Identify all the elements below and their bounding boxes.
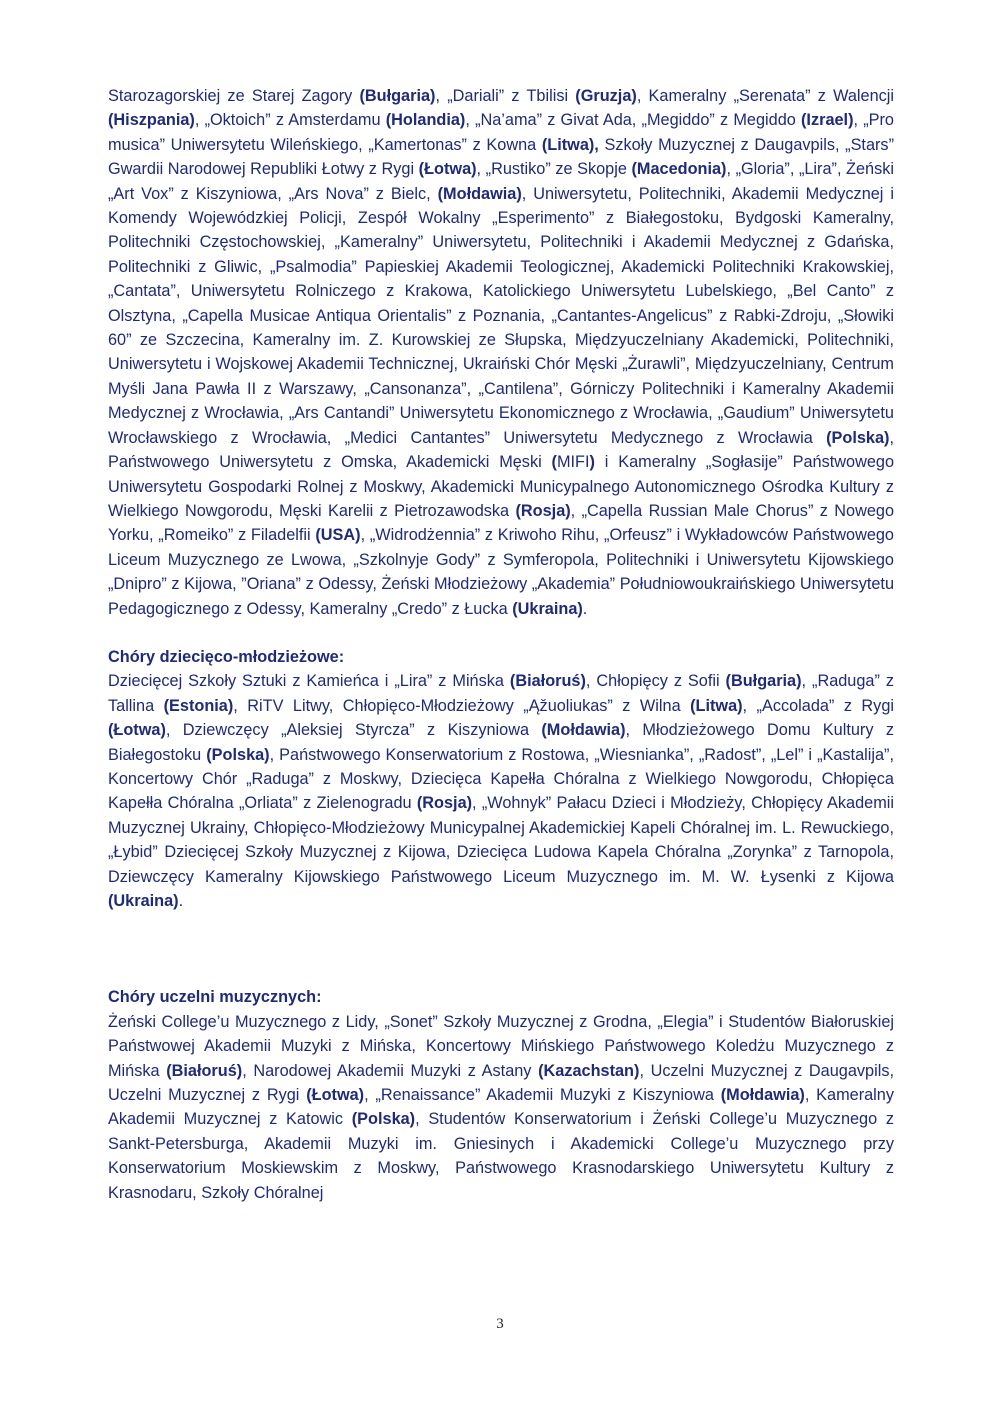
bold-country-label: (Łotwa) [418, 160, 477, 179]
bold-country-label: (Rosja) [515, 501, 571, 520]
text-run: , Uniwersytetu, Politechniki, Akademii Medycznej i Komendy Wojewódzkiej Policji, Zespół Wokalny „Esperimento” z Białegostoku, Bydgoski Kameralny, Politechniki Częstochowskiej, „Kameralny” Uniwersytetu, Politechniki i Akademii Medycznej z Gdańska, Politechniki z Gliwic, „Psalmodia” Papieskiej Akademii Teologicznej, Akademicki Politechniki Krakowskiej, „Cantata”, Uniwersytetu Rolniczego z Krakowa, Katolickiego Uniwersytetu Lubelskiego, „Bel Canto” z Olsztyna, „Capella Musicae Antiqua Orientalis” z Poznania, „Cantantes-Angelicus” z Rabki-Zdroju, „Słowiki 60” ze Szczecina, Kameralny im. Z. Kurowskiej ze Słupska, Międzyuczelniany Akademicki, Politechniki, Uniwersytetu i Wojskowej Akademii Technicznej, Ukraiński Chór Męski „Żurawli”, Międzyuczelniany, Centrum Myśli Jana Pawła II z Warszawy, „Cansonanza”, „Cantilena”, Górniczy Politechniki i Kameralny Akademii Medycznej z Wrocławia, „Ars Cantandi” Uniwersytetu Ekonomicznego z Wrocławia, „Gaudium” Uniwersytetu Wrocławskiego z Wrocławia, „Medici Cantantes” Uniwersytetu Medycznego z Wrocławia [108, 184, 894, 447]
bold-country-label: (Łotwa) [306, 1086, 365, 1105]
bold-country-label: (Estonia) [163, 696, 234, 715]
bold-country-label: (Rosja) [416, 794, 473, 813]
bold-country-label: ) [589, 453, 595, 472]
bold-country-label: (Polska) [206, 745, 270, 764]
bold-country-label: (Mołdawia) [437, 184, 522, 203]
bold-country-label: (Macedonia) [631, 160, 727, 179]
paragraph-spacer [108, 621, 894, 645]
bold-country-label: ( [551, 453, 557, 472]
page-number: 3 [496, 1316, 504, 1332]
text-run: . [582, 599, 588, 618]
text-run: , Młodzieżowego Domu Kultury z Białegostoku [108, 721, 894, 764]
bold-country-label: (Litwa) [690, 696, 743, 715]
bold-country-label: (Izrael) [801, 111, 854, 130]
children-choirs-heading: Chóry dziecięco-młodzieżowe: [108, 647, 345, 666]
text-run: Dziecięcej Szkoły Sztuki z Kamieńca i „Lira” z Mińska [108, 672, 510, 691]
bold-country-label: (Białoruś) [509, 672, 586, 691]
text-run: , Państwowego Konserwatorium z Rostowa, „Wiesnianka”, „Radost”, „Lel” i „Kastalija”, Koncertowy Chór „Raduga” z Moskwy, Dziecięca Kapełła Chóralna z Wielkiego Nowgorodu, Chłopięca Kapełła Chóralna „Orliata” z Zielenogradu [108, 745, 894, 813]
text-run: , Narodowej Akademii Muzyki z Astany [242, 1061, 539, 1080]
bold-country-label: (Bułgaria) [725, 672, 802, 691]
document-body [108, 84, 894, 1205]
bold-country-label: (Kazachstan) [538, 1061, 640, 1080]
text-run: Starozagorskiej ze Starej Zagory [108, 87, 360, 105]
text-run: , „Pro musica” Uniwersytetu Wileńskiego, „Kamertonas” z Kowna [108, 111, 894, 154]
text-run: , „Oktoich” z Amsterdamu [194, 111, 386, 130]
bold-country-label: (Białoruś) [166, 1061, 243, 1080]
bold-country-label: (Mołdawia) [720, 1086, 805, 1105]
text-run: , Studentów Konserwatorium i Żeński College’u Muzycznego z Sankt-Petersburga, Akademii Muzyki im. Gniesinych i Akademicki College’u Muzycznego przy Konserwatorium Moskiewskim z Moskwy, Państwowego Krasnodarskiego Uniwersytetu Kultury z Krasnodaru, Szkoły Chóralnej [108, 1110, 894, 1202]
text-run: i Kameralny „Sogłasije” Państwowego Uniwersytetu Gospodarki Rolnej z Moskwy, Akademicki Municypalnego Autonomicznego Ośrodka Kultury z Wielkiego Nowgorodu, Męski Karelii z Pietrozawodska [108, 453, 894, 520]
text-run: , Kameralny „Serenata” z Walencji [636, 87, 894, 105]
text-run: Szkoły Muzycznej z Daugavpils, „Stars” Gwardii Narodowej Republiki Łotwy z Rygi [108, 135, 894, 179]
text-run: , „Wohnyk” Pałacu Dzieci i Młodzieży, Chłopięcy Akademii Muzycznej Ukrainy, Chłopięco-Młodzieżowy Municypalnej Akademickiej Kapeli Chóralnej im. L. Rewuckiego, „Łybid” Dziecięcej Szkoły Muzycznej z Kijowa, Dziecięca Ludowa Kapela Chóralna „Zorynka” z Tarnopola, Dziewczęcy Kameralny Kijowskiego Państwowego Liceum Muzycznego im. M. W. Łysenki z Kijowa [108, 794, 895, 886]
text-run: , „Widrodżennia” z Kriwoho Rihu, „Orfeusz” i Wykładowców Państwowego Liceum Muzycznego ze Lwowa, „Szkolnyje Gody” z Symferopola, Politechniki i Uniwersytetu Kijowskiego „Dnipro” z Kijowa, ”Oriana” z Odessy, Żeński Młodzieżowy „Akademia” Południowoukraińskiego Uniwersytetu Pedagogicznego z Odessy, Kameralny „Credo” z Łucka [108, 526, 894, 618]
text-run: MIFI [556, 453, 590, 472]
text-run: , „Accolada” z Rygi [742, 696, 894, 715]
bold-country-label: (Holandia) [385, 111, 466, 130]
bold-country-label: (Mołdawia) [541, 721, 626, 740]
text-run: , „Capella Russian Male Chorus” z Nowego Yorku, „Romeiko” z Filadelfii [108, 501, 894, 545]
music-schools-heading: Chóry uczelni muzycznych: [108, 988, 322, 1007]
intro-paragraph [108, 84, 894, 621]
text-run: , „Raduga” z Tallina [108, 672, 894, 715]
bold-country-label: (Litwa), [541, 135, 599, 154]
bold-country-label: (Łotwa) [108, 721, 166, 740]
text-run: , „Rustiko” ze Skopje [476, 160, 632, 179]
text-run: , Chłopięcy z Sofii [585, 672, 726, 691]
bold-country-label: (Bułgaria) [359, 87, 436, 105]
bold-country-label: (Gruzja) [575, 87, 637, 105]
text-run: , „Gloria”, „Lira”, Żeński „Art Vox” z Kiszyniowa, „Ars Nova” z Bielc, [108, 160, 894, 203]
music-schools-paragraph [108, 1010, 894, 1205]
paragraph-spacer [108, 913, 894, 985]
text-run: Żeński College’u Muzycznego z Lidy, „Sonet” Szkoły Muzycznej z Grodna, „Elegia” i Studentów Białoruskiej Państwowej Akademii Muzyki z Mińska, Koncertowy Mińskiego Państwowego Koledżu Muzycznego z Mińska [108, 1012, 894, 1080]
bold-country-label: (Polska) [351, 1110, 416, 1129]
text-run: , Kameralny Akademii Muzycznej z Katowic [108, 1086, 894, 1129]
bold-country-label: (Polska) [826, 428, 890, 447]
text-run: , Dziewczęcy „Aleksiej Styrcza” z Kiszyniowa [165, 721, 542, 740]
bold-country-label: (Ukraina) [108, 892, 179, 910]
text-run: , „Dariali” z Tbilisi [435, 87, 576, 105]
text-run: , Uczelni Muzycznej z Daugavpils, Uczelni Muzycznej z Rygi [108, 1061, 894, 1105]
children-choirs-paragraph [108, 669, 894, 913]
text-run: , „Na’ama” z Givat Ada, „Megiddo” z Megiddo [465, 111, 802, 130]
text-run: . [178, 892, 184, 910]
text-run: , „Renaissance” Akademii Muzyki z Kiszyniowa [364, 1086, 721, 1105]
text-run: , RiTV Litwy, Chłopięco-Młodzieżowy „Ąžuoliukas” z Wilna [233, 696, 691, 715]
bold-country-label: (Hiszpania) [108, 111, 195, 130]
bold-country-label: (Ukraina) [512, 599, 583, 618]
bold-country-label: (USA) [315, 526, 361, 545]
text-run: , Państwowego Uniwersytetu z Omska, Akademicki Męski [108, 428, 894, 472]
